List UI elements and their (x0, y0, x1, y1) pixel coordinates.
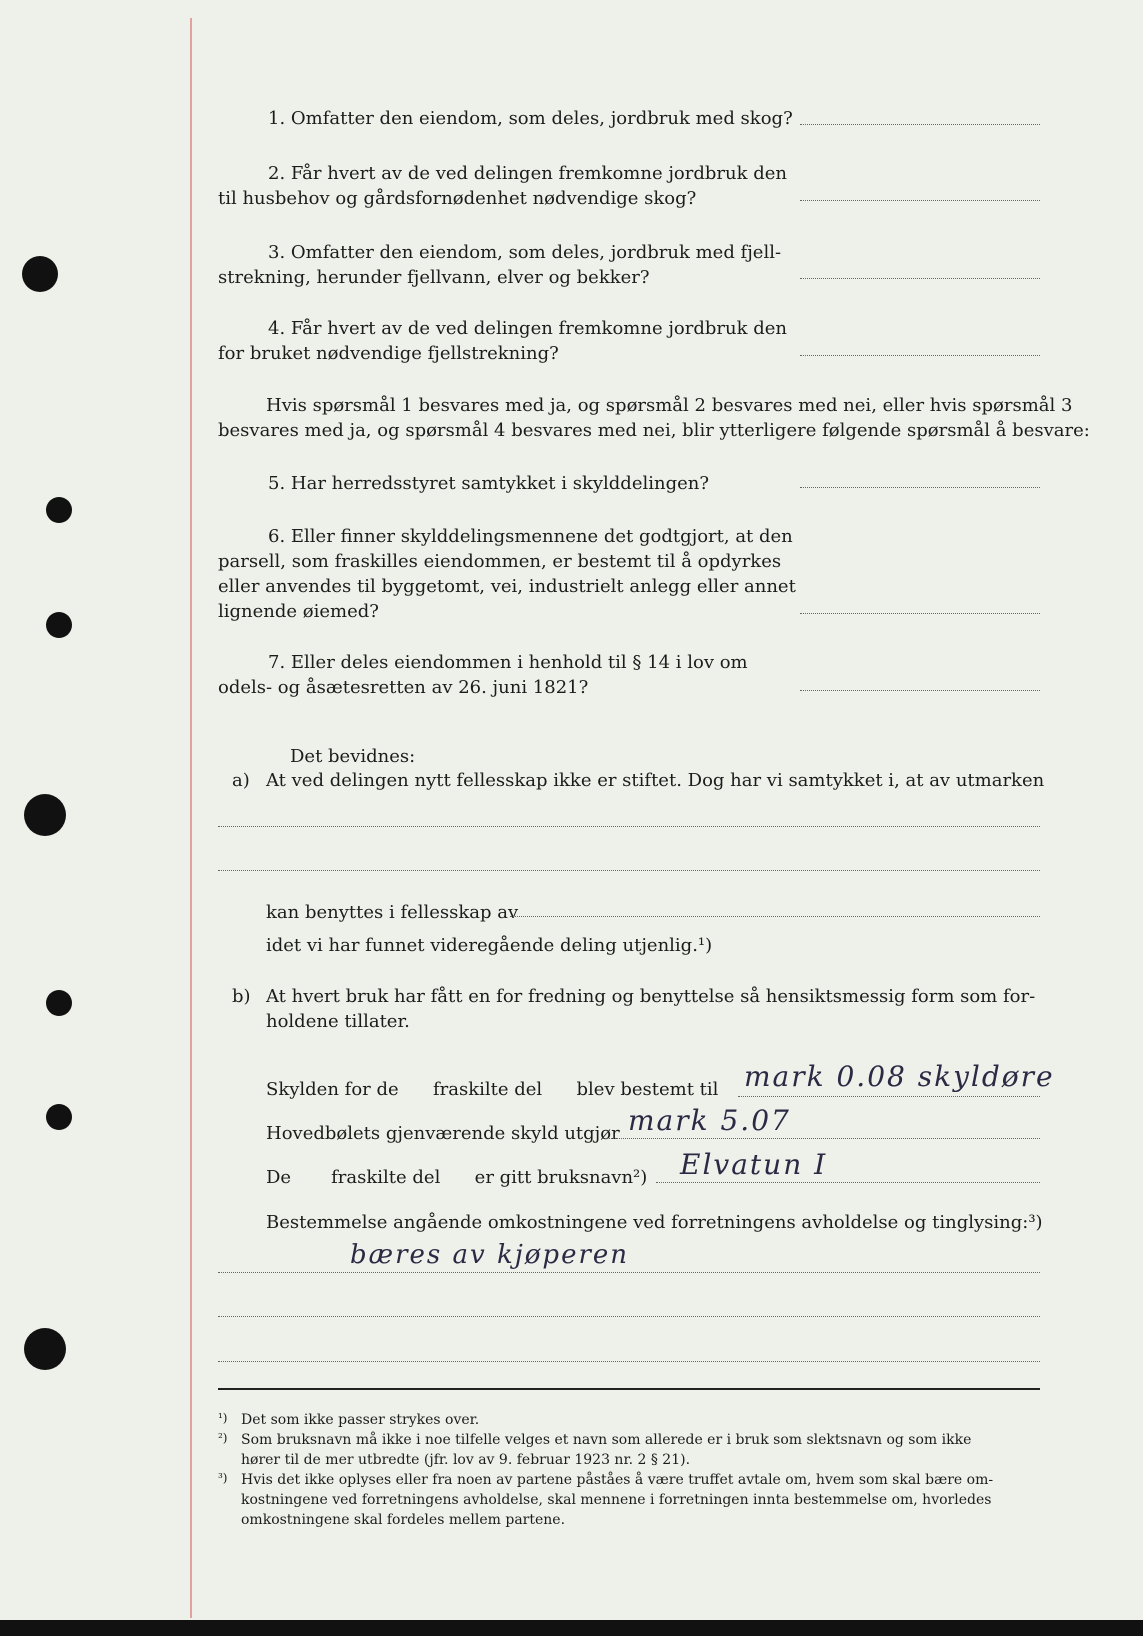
punch-hole (46, 497, 72, 523)
question-6-line-4: lignende øiemed? (218, 601, 379, 622)
utmark-line-1[interactable] (218, 826, 1040, 827)
bestemmelse-label: Bestemmelse angående omkostningene ved forretningens avholdelse og tinglysing:³) (266, 1212, 1043, 1233)
hoved-label: Hovedbølets gjenværende skyld utgjør (266, 1123, 620, 1144)
skyld-label: Skylden for de fraskilte del blev bestemt til (266, 1079, 719, 1100)
margin-line (190, 18, 192, 1618)
question-2-line-1: 2. Får hvert av de ved delingen fremkomne jordbruk den (268, 163, 787, 184)
bruksnavn-line[interactable] (656, 1182, 1040, 1183)
question-6-line-3: eller anvendes til byggetomt, vei, industrielt anlegg eller annet (218, 576, 796, 597)
question-3-line-1: 3. Omfatter den eiendom, som deles, jordbruk med fjell- (268, 242, 782, 263)
footnote-2-line-2: hører til de mer utbredte (jfr. lov av 9. februar 1923 nr. 2 § 21). (241, 1452, 691, 1468)
answer-line-5[interactable] (800, 487, 1040, 488)
bestemmelse-handwritten-value: bæres av kjøperen (350, 1240, 630, 1270)
question-7-line-2: odels- og åsætesretten av 26. juni 1821? (218, 677, 589, 698)
condition-line-1: Hvis spørsmål 1 besvares med ja, og spørsmål 2 besvares med nei, eller hvis spørsmål 3 (266, 395, 1073, 416)
footnote-2-line-1: Som bruksnavn må ikke i noe tilfelle velges et navn som allerede er i bruk som slektsnavn og som ikke (241, 1432, 972, 1448)
question-3-line-2: strekning, herunder fjellvann, elver og bekker? (218, 267, 650, 288)
footnote-1-mark: ¹) (218, 1411, 228, 1425)
skyld-line[interactable] (738, 1096, 1040, 1097)
skyld-handwritten-value: mark 0.08 skyldøre (744, 1060, 1055, 1093)
answer-line-4[interactable] (800, 355, 1040, 356)
common-use-line[interactable] (510, 916, 1040, 917)
punch-hole (46, 1104, 72, 1130)
certify-b-line-1: At hvert bruk har fått en for fredning og benyttelse så hensiktsmessig form som for- (266, 986, 1036, 1007)
footnote-2-mark: ²) (218, 1431, 228, 1445)
certify-a-reason: idet vi har funnet videregående deling utjenlig.¹) (266, 935, 713, 956)
certify-b-label: b) (232, 986, 251, 1007)
footnote-1: Det som ikke passer strykes over. (241, 1412, 480, 1428)
footnote-3-line-2: kostningene ved forretningens avholdelse, skal mennene i forretningen innta bestemmelse om, hvorledes (241, 1492, 992, 1508)
answer-line-7[interactable] (800, 690, 1040, 691)
certify-a-text: At ved delingen nytt fellesskap ikke er stiftet. Dog har vi samtykket i, at av utmarken (266, 770, 1045, 791)
scan-bottom-edge (0, 1620, 1143, 1636)
punch-hole (24, 1328, 66, 1370)
punch-hole (46, 612, 72, 638)
answer-line-1[interactable] (800, 124, 1040, 125)
bestemmelse-line-3[interactable] (218, 1361, 1040, 1362)
bruksnavn-label: De fraskilte del er gitt bruksnavn²) (266, 1167, 648, 1188)
answer-line-6[interactable] (800, 613, 1040, 614)
hoved-line[interactable] (606, 1138, 1040, 1139)
question-4-line-1: 4. Får hvert av de ved delingen fremkomne jordbruk den (268, 318, 787, 339)
question-7-line-1: 7. Eller deles eiendommen i henhold til § 14 i lov om (268, 652, 748, 673)
answer-line-3[interactable] (800, 278, 1040, 279)
footnote-rule (218, 1388, 1040, 1390)
question-5: 5. Har herredsstyret samtykket i skylddelingen? (268, 473, 709, 494)
question-2-line-2: til husbehov og gårdsfornødenhet nødvendige skog? (218, 188, 697, 209)
punch-hole (24, 794, 66, 836)
footnote-3-line-1: Hvis det ikke oplyses eller fra noen av partene påståes å være truffet avtale om, hvem som skal bære om- (241, 1472, 994, 1488)
hoved-handwritten-value: mark 5.07 (628, 1104, 791, 1137)
question-6-line-1: 6. Eller finner skylddelingsmennene det godtgjort, at den (268, 526, 793, 547)
question-6-line-2: parsell, som fraskilles eiendommen, er bestemt til å opdyrkes (218, 551, 782, 572)
footnote-3-mark: ³) (218, 1471, 228, 1485)
bestemmelse-line-1[interactable] (218, 1272, 1040, 1273)
common-use-label: kan benyttes i fellesskap av (266, 902, 519, 923)
punch-hole (46, 990, 72, 1016)
utmark-line-2[interactable] (218, 870, 1040, 871)
footnote-3-line-3: omkostningene skal fordeles mellem partene. (241, 1512, 566, 1528)
certify-b-line-2: holdene tillater. (266, 1011, 410, 1032)
condition-line-2: besvares med ja, og spørsmål 4 besvares med nei, blir ytterligere følgende spørsmål å besvare: (218, 420, 1090, 441)
certify-a-label: a) (232, 770, 250, 791)
punch-hole (22, 256, 58, 292)
certify-heading: Det bevidnes: (290, 746, 416, 767)
bruksnavn-handwritten-value: Elvatun I (680, 1148, 828, 1181)
bestemmelse-line-2[interactable] (218, 1316, 1040, 1317)
answer-line-2[interactable] (800, 200, 1040, 201)
question-4-line-2: for bruket nødvendige fjellstrekning? (218, 343, 559, 364)
question-1: 1. Omfatter den eiendom, som deles, jordbruk med skog? (268, 108, 793, 129)
